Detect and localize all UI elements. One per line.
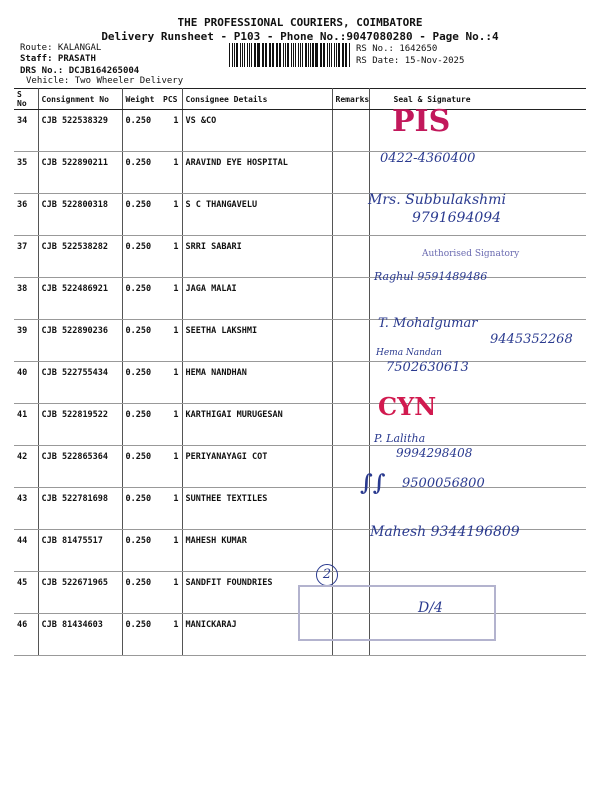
row-weight: 0.250	[122, 278, 160, 320]
row-consignment-number: CJB 522819522	[38, 404, 122, 446]
row-pcs: 1	[160, 362, 182, 404]
row-pcs: 1	[160, 236, 182, 278]
barcode-bar	[251, 43, 252, 67]
row-consignee: SUNTHEE TEXTILES	[182, 488, 332, 530]
row-remarks	[332, 530, 369, 572]
row-pcs: 1	[160, 404, 182, 446]
row-sno: 42	[14, 446, 38, 488]
row-consignee: MAHESH KUMAR	[182, 530, 332, 572]
barcode-bar	[338, 43, 339, 67]
rs-date: RS Date: 15-Nov-2025	[356, 56, 465, 66]
row-sno: 45	[14, 572, 38, 614]
barcode-bar	[276, 43, 277, 67]
row-sno: 35	[14, 152, 38, 194]
row-remarks	[332, 362, 369, 404]
row-weight: 0.250	[122, 236, 160, 278]
barcode-bar	[232, 43, 233, 67]
row-consignee: SEETHA LAKSHMI	[182, 320, 332, 362]
signature-row-39-name: T. Mohalgumar	[378, 316, 478, 331]
table-header-row	[14, 89, 586, 110]
row-pcs: 1	[160, 152, 182, 194]
barcode-bar	[305, 43, 307, 67]
table-row	[14, 278, 586, 320]
row-pcs: 1	[160, 110, 182, 152]
col-weight: Weight	[122, 89, 160, 110]
barcode-bar	[236, 43, 238, 67]
barcode-bar	[265, 43, 266, 67]
table-row	[14, 110, 586, 152]
barcode-bar	[229, 43, 230, 67]
row-weight: 0.250	[122, 320, 160, 362]
company-seal-stamp	[298, 585, 496, 641]
row-pcs: 1	[160, 194, 182, 236]
signature-row-43-scrawl: ∫∫	[360, 470, 386, 496]
barcode-bar	[308, 43, 309, 67]
row-consignment-number: CJB 522486921	[38, 278, 122, 320]
row-consignment-number: CJB 522755434	[38, 362, 122, 404]
signature-row-42-name: P. Lalitha	[374, 432, 426, 445]
row-weight: 0.250	[122, 488, 160, 530]
table-row	[14, 152, 586, 194]
row-consignment-number: CJB 81434603	[38, 614, 122, 656]
signature-row-42-phone: 9994298408	[396, 446, 473, 460]
row-consignee: KARTHIGAI MURUGESAN	[182, 404, 332, 446]
drs-label: DRS No.: DCJB164265004	[20, 66, 140, 76]
barcode-bar	[269, 43, 271, 67]
row-consignment-number: CJB 522865364	[38, 446, 122, 488]
row-consignment-number: CJB 522538329	[38, 110, 122, 152]
vehicle-label: Vehicle: Two Wheeler Delivery	[26, 76, 184, 86]
barcode-bar	[321, 43, 322, 67]
row-pcs: 1	[160, 320, 182, 362]
barcode-bar	[272, 43, 273, 67]
row-seal-signature	[369, 278, 586, 320]
table-row	[14, 446, 586, 488]
row-remarks	[332, 404, 369, 446]
row-consignee: SANDFIT FOUNDRIES	[182, 572, 332, 614]
col-remarks: Remarks	[332, 89, 369, 110]
signature-row-45: 2	[316, 564, 338, 586]
row-weight: 0.250	[122, 530, 160, 572]
row-sno: 46	[14, 614, 38, 656]
col-consignee: Consignee Details	[182, 89, 332, 110]
row-weight: 0.250	[122, 110, 160, 152]
route-label: Route: KALANGAL	[20, 43, 102, 53]
row-pcs: 1	[160, 614, 182, 656]
signature-row-41: CYN	[378, 392, 437, 421]
col-consignment: Consignment No	[38, 89, 122, 110]
signature-row-38: Raghul 9591489486	[374, 270, 488, 283]
barcode-bar	[323, 43, 325, 67]
row-weight: 0.250	[122, 362, 160, 404]
row-consignment-number: CJB 522671965	[38, 572, 122, 614]
row-pcs: 1	[160, 278, 182, 320]
row-sno: 39	[14, 320, 38, 362]
row-remarks	[332, 110, 369, 152]
signature-row-43: 9500056800	[402, 476, 485, 491]
rs-number: RS No.: 1642650	[356, 44, 438, 54]
row-consignee: PERIYANAYAGI COT	[182, 446, 332, 488]
barcode-bar	[244, 43, 245, 67]
barcode-bar	[285, 43, 286, 67]
barcode-bar	[345, 43, 347, 67]
table-row	[14, 362, 586, 404]
row-weight: 0.250	[122, 572, 160, 614]
barcode-bar	[300, 43, 301, 67]
row-pcs: 1	[160, 572, 182, 614]
barcode-bar	[249, 43, 250, 67]
row-sno: 40	[14, 362, 38, 404]
row-consignee: JAGA MALAI	[182, 278, 332, 320]
table-row	[14, 404, 586, 446]
row-sno: 41	[14, 404, 38, 446]
row-remarks	[332, 236, 369, 278]
row-consignment-number: CJB 522800318	[38, 194, 122, 236]
barcode-bar	[312, 43, 313, 67]
col-seal: Seal & Signature	[369, 89, 586, 110]
staff-label: Staff: PRASATH	[20, 54, 96, 64]
row-weight: 0.250	[122, 404, 160, 446]
row-weight: 0.250	[122, 194, 160, 236]
row-consignee: SRRI SABARI	[182, 236, 332, 278]
signature-row-44: Mahesh 9344196809	[370, 524, 520, 540]
barcode-bar	[331, 43, 332, 67]
row-consignment-number: CJB 522781698	[38, 488, 122, 530]
row-remarks	[332, 194, 369, 236]
runsheet-title: Delivery Runsheet - P103 - Phone No.:9047080280 - Page No.:4	[101, 30, 499, 43]
barcode-bar	[280, 43, 281, 67]
row-sno: 34	[14, 110, 38, 152]
barcode-bar	[295, 43, 296, 67]
row-consignee: HEMA NANDHAN	[182, 362, 332, 404]
barcode-bar	[310, 43, 311, 67]
row-consignee: ARAVIND EYE HOSPITAL	[182, 152, 332, 194]
signature-row-36-name: Mrs. Subbulakshmi	[368, 192, 506, 208]
barcode-bar	[336, 43, 337, 67]
row-weight: 0.250	[122, 614, 160, 656]
barcode	[229, 43, 351, 67]
row-remarks	[332, 278, 369, 320]
row-pcs: 1	[160, 530, 182, 572]
barcode-bar	[343, 43, 344, 67]
signature-row-39-phone: 9445352268	[490, 332, 573, 347]
row-consignment-number: CJB 81475517	[38, 530, 122, 572]
row-consignment-number: CJB 522890236	[38, 320, 122, 362]
signature-row-40-name: Hema Nandan	[376, 348, 442, 358]
barcode-bar	[258, 43, 259, 67]
barcode-bar	[283, 43, 284, 67]
signature-row-34: PIS	[392, 104, 451, 139]
barcode-bar	[329, 43, 330, 67]
barcode-bar	[342, 43, 343, 67]
barcode-bar	[240, 43, 241, 67]
runsheet-table	[14, 88, 586, 656]
barcode-bar	[293, 43, 294, 67]
barcode-bar	[349, 43, 350, 67]
row-consignment-number: CJB 522538282	[38, 236, 122, 278]
row-remarks	[332, 152, 369, 194]
barcode-bar	[279, 43, 280, 67]
row-sno: 37	[14, 236, 38, 278]
barcode-bar	[302, 43, 303, 67]
row-pcs: 1	[160, 488, 182, 530]
barcode-bar	[254, 43, 256, 67]
row-sno: 44	[14, 530, 38, 572]
row-sno: 43	[14, 488, 38, 530]
row-sno: 38	[14, 278, 38, 320]
barcode-bar	[327, 43, 328, 67]
barcode-bar	[315, 43, 316, 67]
stamp-row-37: Authorised Signatory	[422, 249, 520, 259]
row-consignee: VS &CO	[182, 110, 332, 152]
barcode-bar	[291, 43, 292, 67]
row-consignment-number: CJB 522890211	[38, 152, 122, 194]
signature-row-46: D/4	[418, 600, 443, 616]
barcode-bar	[273, 43, 274, 67]
barcode-bar	[247, 43, 248, 67]
barcode-bar	[234, 43, 235, 67]
row-pcs: 1	[160, 446, 182, 488]
signature-row-40-phone: 7502630613	[386, 360, 469, 375]
row-weight: 0.250	[122, 152, 160, 194]
barcode-bar	[263, 43, 264, 67]
barcode-bar	[242, 43, 243, 67]
barcode-bar	[262, 43, 263, 67]
barcode-bar	[298, 43, 299, 67]
barcode-bar	[334, 43, 335, 67]
company-title: THE PROFESSIONAL COURIERS, COIMBATORE	[177, 16, 423, 29]
barcode-bar	[316, 43, 317, 67]
row-consignee: MANICKARAJ	[182, 614, 332, 656]
barcode-bar	[257, 43, 258, 67]
row-consignee: S C THANGAVELU	[182, 194, 332, 236]
col-pcs: PCS	[160, 89, 182, 110]
row-remarks	[332, 320, 369, 362]
row-weight: 0.250	[122, 446, 160, 488]
row-sno: 36	[14, 194, 38, 236]
barcode-bar	[287, 43, 289, 67]
barcode-bar	[320, 43, 321, 67]
signature-row-36-phone: 9791694094	[412, 210, 502, 226]
signature-row-35: 0422-4360400	[380, 151, 476, 166]
col-sno: S No	[14, 89, 38, 110]
